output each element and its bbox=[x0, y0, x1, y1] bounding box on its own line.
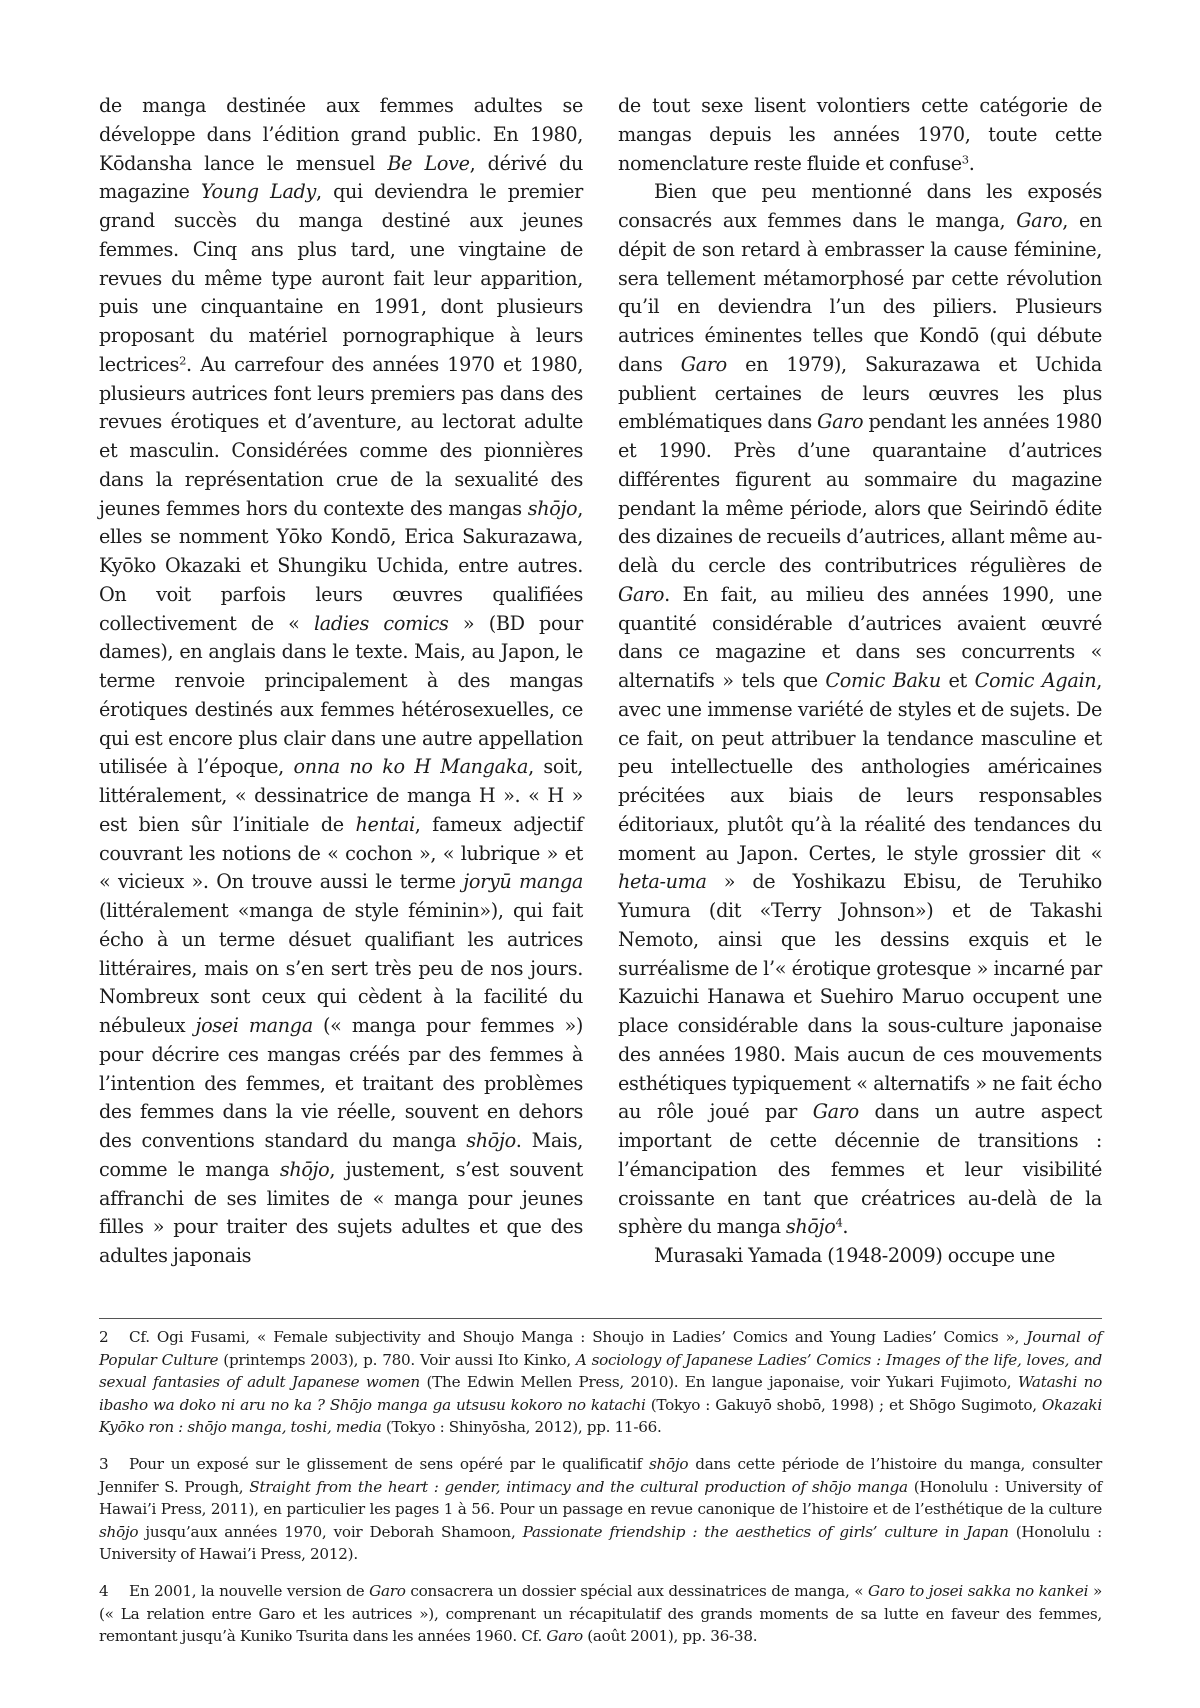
footnote-number: 4 bbox=[99, 1581, 109, 1600]
body-column-left bbox=[99, 92, 583, 1271]
footnotes bbox=[99, 1326, 1102, 1662]
footnote-number: 2 bbox=[99, 1328, 109, 1346]
paragraph: Murasaki Yamada (1948-2009) occupe une bbox=[654, 1244, 1055, 1267]
footnote-text: En 2001, la nouvelle version de Garo consacrera un dossier spécial aux dessinatrices de manga, « Garo to josei sakka no kankei » (« La relation entre Garo et les autrices »), comprenant un récapitulatif des grands moments de sa lutte en faveur des femmes, remontant jusqu’à Kuniko Tsurita dans les années 1960. Cf. Garo (août 2001), pp. 36-38. bbox=[99, 1581, 1102, 1646]
footnote-text: Pour un exposé sur le glissement de sens opéré par le qualificatif shōjo dans cette période de l’histoire du manga, consulter Jennifer S. Prough, Straight from the heart : gender, intimacy and the cultural production of shōjo manga (Honolulu : University of Hawai’i Press, 2011), en particulier les pages 1 à 56. Pour un passage en revue canonique de l’histoire et de l’esthétique de la culture shōjo jusqu’aux années 1970, voir Deborah Shamoon, Passionate friendship : the aesthetics of girls’ culture in Japan (Honolulu : University of Hawai’i Press, 2012). bbox=[99, 1454, 1103, 1564]
paragraph: Bien que peu mentionné dans les exposés consacrés aux femmes dans le manga, Garo, en dépit de son retard à embrasser la cause féminine, sera tellement métamorphosé par cette révolution qu’il en deviendra l’un des piliers. Plusieurs autrices éminentes telles que Kondō (qui débute dans Garo en 1979), Sakurazawa et Uchida publient certaines de leurs œuvres les plus emblématiques dans Garo pendant les années 1980 et 1990. Près d’une quarantaine d’autrices différentes figurent au sommaire du magazine pendant la même période, alors que Seirindō édite des dizaines de recueils d’autrices, allant même au-delà du cercle des contributrices régulières de Garo. En fait, au milieu des années 1990, une quantité considérable d’autrices avaient œuvré dans ce magazine et dans ses concurrents « alternatifs » tels que Comic Baku et Comic Again, avec une immense variété de styles et de sujets. De ce fait, on peut attribuer la tendance masculine et peu intellectuelle des anthologies américaines précitées aux biais de leurs responsables éditoriaux, plutôt qu’à la réalité des tendances du moment au Japon. Certes, le style grossier dit « heta-uma » de Yoshikazu Ebisu, de Teruhiko Yumura (dit «Terry Johnson») et de Takashi Nemoto, ainsi que les dessins exquis et le surréalisme de l’« érotique grotesque » incarné par Kazuichi Hanawa et Suehiro Maruo occupent une place considérable dans la sous-culture japonaise des années 1980. Mais aucun de ces mouvements esthétiques typiquement « alternatifs » ne fait écho au rôle joué par Garo dans un autre aspect important de cette décennie de transitions : l’émancipation des femmes et leur visibilité croissante en tant que créatrices au-delà de la sphère du manga shōjo$^4$. bbox=[618, 180, 1103, 1239]
paragraph: de tout sexe lisent volontiers cette catégorie de mangas depuis les années 1970, toute cette nomenclature reste fluide et confuse$^3$. bbox=[618, 94, 1102, 175]
footnote-3 bbox=[99, 1453, 1102, 1566]
footnote-number: 3 bbox=[99, 1454, 109, 1473]
body-column-right bbox=[618, 92, 1102, 1271]
footnote-4 bbox=[99, 1580, 1102, 1648]
footnote-2 bbox=[99, 1326, 1102, 1439]
footnote-separator-rule bbox=[99, 1318, 1102, 1319]
paragraph: de manga destinée aux femmes adultes se développe dans l’édition grand public. En 1980, Kōdansha lance le mensuel Be Love, dérivé du magazine Young Lady, qui deviendra le premier grand succès du manga destiné aux jeunes femmes. Cinq ans plus tard, une vingtaine de revues du même type auront fait leur apparition, puis une cinquantaine en 1991, dont plusieurs proposant du matériel pornographique à leurs lectrices$^2$. Au carrefour des années 1970 et 1980, plusieurs autrices font leurs premiers pas dans des revues érotiques et d’aventure, au lectorat adulte et masculin. Considérées comme des pionnières dans la représentation crue de la sexualité des jeunes femmes hors du contexte des mangas shōjo, elles se nomment Yōko Kondō, Erica Sakurazawa, Kyōko Okazaki et Shungiku Uchida, entre autres. On voit parfois leurs œuvres qualifiées collectivement de « ladies comics » (BD pour dames), en anglais dans le texte. Mais, au Japon, le terme renvoie principalement à des mangas érotiques destinés aux femmes hétérosexuelles, ce qui est encore plus clair dans une autre appellation utilisée à l’époque, onna no ko H Mangaka, soit, littéralement, « dessinatrice de manga H ». « H » est bien sûr l’initiale de hentai, fameux adjectif couvrant les notions de « cochon », « lubrique » et « vicieux ». On trouve aussi le terme joryū manga (littéralement «manga de style féminin»), qui fait écho à un terme désuet qualifiant les autrices littéraires, mais on s’en sert très peu de nos jours. Nombreux sont ceux qui cèdent à la facilité du nébuleux josei manga (« manga pour femmes ») pour décrire ces mangas créés par des femmes à l’intention des femmes, et traitant des problèmes des femmes dans la vie réelle, souvent en dehors des conventions standard du manga shōjo. Mais, comme le manga shōjo, justement, s’est souvent affranchi de ses limites de « manga pour jeunes filles » pour traiter des sujets adultes et que des adultes japonais bbox=[99, 94, 584, 1267]
footnote-text: Cf. Ogi Fusami, « Female subjectivity and Shoujo Manga : Shoujo in Ladies’ Comics and Young Ladies’ Comics », Journal of Popular Culture (printemps 2003), p. 780. Voir aussi Ito Kinko, A sociology of Japanese Ladies’ Comics : Images of the life, loves, and sexual fantasies of adult Japanese women (The Edwin Mellen Press, 2010). En langue japonaise, voir Yukari Fujimoto, Watashi no ibasho wa doko ni aru no ka ? Shōjo manga ga utsusu kokoro no katachi (Tokyo : Gakuyō shobō, 1998) ; et Shōgo Sugimoto, Okazaki Kyōko ron : shōjo manga, toshi, media (Tokyo : Shinyōsha, 2012), pp. 11-66. bbox=[99, 1328, 1103, 1437]
